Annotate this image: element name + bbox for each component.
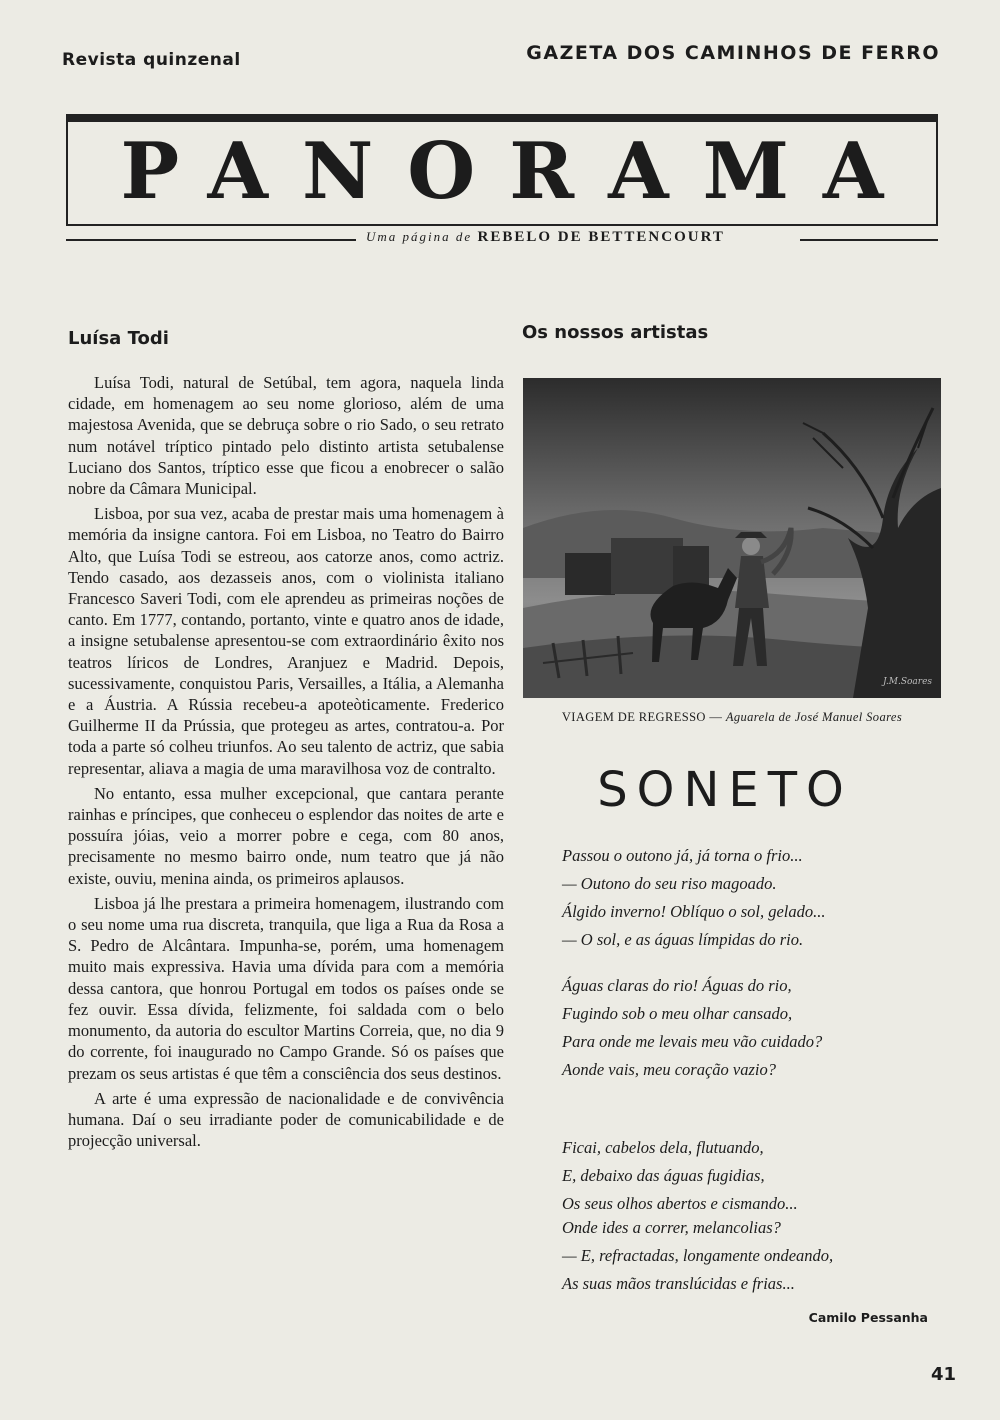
sonnet-title: SONETO: [597, 762, 853, 818]
article-paragraph: Luísa Todi, natural de Setúbal, tem agora, naquela linda cidade, em homenagem ao seu nome glorioso, além de uma majestosa Avenida, que se debruça sobre o rio Sado, o seu retrato num notável tríptico pintado pelo distinto artista setubalense Luciano dos Santos, tríptico esse que ficou a enobrecer o salão nobre da Câmara Municipal.: [68, 373, 504, 499]
article-paragraph: Lisboa, por sua vez, acaba de prestar mais uma homenagem à memória da insigne cantora. Foi em Lisboa, no Teatro do Bairro Alto, que Luísa Todi se estreou, aos catorze anos, como actriz. Tendo casado, aos dezasseis anos, com o violinista italiano Francesco Saveri Todi, com ele aprendeu as primeiras noções de canto. Em 1777, contando, portanto, vinte e quatro anos de idade, a insigne setubalense apresentou-se com extraordinário êxito nos teatros líricos de Londres, Aranjuez e Madrid. Depois, sucessivamente, conquistou Paris, Versailles, a Itália, a Alemanha e a Áustria. A Rússia recebeu-a apoteòticamente. Frederico Guilherme II da Prússia, que protegeu as artes, contratou-a. Por toda a parte só colheu triunfos. Ao seu talento de actriz, que sabia representar, aliava a magia de uma maravilhosa voz de contralto.: [68, 504, 504, 778]
magazine-frequency: Revista quinzenal: [62, 50, 241, 70]
section-title: Os nossos artistas: [522, 322, 709, 343]
sonnet-line: — O sol, e as águas límpidas do rio.: [562, 930, 804, 949]
painting-illustration: [523, 378, 941, 698]
article-paragraph: A arte é uma expressão de nacionalidade e de convivência humana. Daí o seu irradiante poder de comunicabilidade e de projecção universal.: [68, 1088, 504, 1151]
sonnet-line: Águas claras do rio! Águas do rio,: [562, 976, 792, 995]
sonnet-line: — Outono do seu riso magoado.: [562, 874, 777, 893]
article-paragraph: No entanto, essa mulher excepcional, que cantara perante rainhas e príncipes, que conheceu o esplendor das noites de arte e possuíra jóias, veio a morrer pobre e cega, com 80 anos, precisamente no mesmo bairro onde, num teatro que já não existe, ouviu, menina ainda, os primeiros aplausos.: [68, 783, 504, 888]
byline-rule-right: [800, 239, 938, 241]
byline-author: REBELO DE BETTENCOURT: [477, 229, 725, 245]
magazine-title: GAZETA DOS CAMINHOS DE FERRO: [526, 42, 940, 64]
sonnet-line: Fugindo sob o meu olhar cansado,: [562, 1004, 793, 1023]
sonnet-line: As suas mãos translúcidas e frias...: [562, 1274, 795, 1293]
sonnet-line: Os seus olhos abertos e cismando...: [562, 1194, 798, 1213]
caption-title: VIAGEM DE REGRESSO —: [561, 710, 723, 724]
sonnet-line: Onde ides a correr, melancolias?: [562, 1218, 781, 1237]
sonnet-line: Aonde vais, meu coração vazio?: [562, 1060, 776, 1079]
sonnet-author: Camilo Pessanha: [808, 1310, 928, 1325]
sonnet-stanza: [562, 842, 942, 954]
sonnet-stanza: [562, 1134, 942, 1218]
article-paragraph: Lisboa já lhe prestara a primeira homenagem, ilustrando com o seu nome uma rua discreta, tranquila, que liga a Rua da Rosa a S. Pedro de Alcântara. Impunha-se, porém, uma homenagem muito mais expressiva. Havia uma dívida para com a memória dessa cantora, que honrou Portugal em todos os países onde se fez ouvir. Essa dívida, felizmente, foi saldada com o belo monumento, da autoria do escultor Martins Correia, que, no dia 9 do corrente, foi inaugurado no Campo Grande. Só os países que prezam os seus artistas é que têm a consciência dos seus destinos.: [68, 893, 504, 1083]
painting-signature: J.M.Soares: [883, 677, 933, 687]
sonnet-stanza: [562, 1214, 942, 1298]
byline: [366, 229, 725, 246]
painting-caption: [523, 710, 941, 725]
sonnet-line: — E, refractadas, longamente ondeando,: [562, 1246, 834, 1265]
banner-title: PANORAMA: [120, 126, 918, 217]
page-number: 41: [930, 1364, 956, 1385]
sonnet-stanza: [562, 972, 942, 1084]
sonnet-line: Passou o outono já, já torna o frio...: [562, 846, 803, 865]
sonnet-line: Álgido inverno! Oblíquo o sol, gelado...: [562, 902, 826, 921]
sonnet-line: Para onde me levais meu vão cuidado?: [562, 1032, 823, 1051]
byline-prefix: Uma página de: [366, 229, 473, 244]
sonnet-line: Ficai, cabelos dela, flutuando,: [562, 1138, 764, 1157]
painting-image: [523, 378, 941, 698]
byline-rule-left: [66, 239, 356, 241]
article-body: [68, 372, 504, 1155]
caption-artist: Aguarela de José Manuel Soares: [725, 710, 903, 724]
article-title: Luísa Todi: [68, 328, 169, 349]
sonnet-line: E, debaixo das águas fugidias,: [562, 1166, 765, 1185]
